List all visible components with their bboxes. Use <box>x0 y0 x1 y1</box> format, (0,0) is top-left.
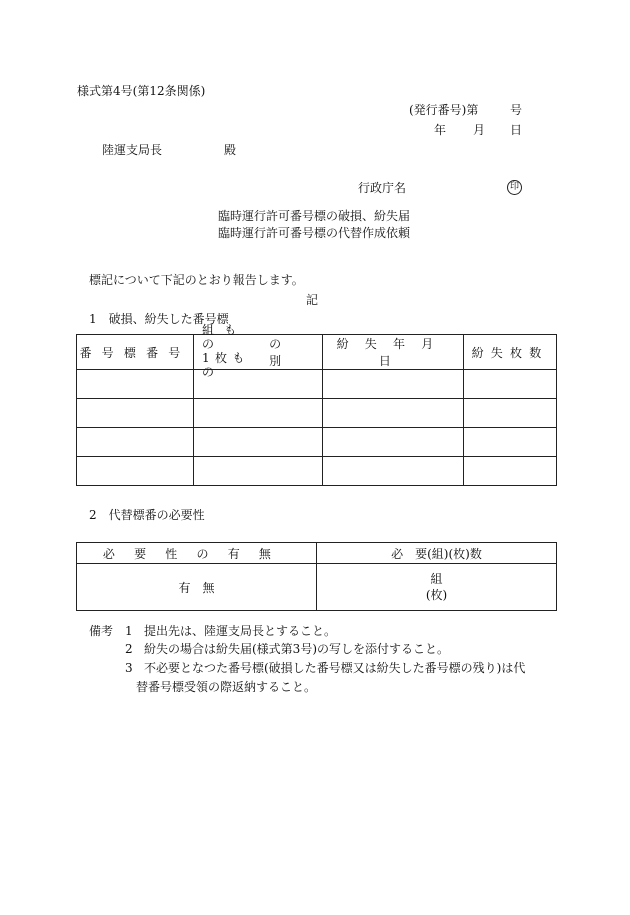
header-plate-number-label: 番号標番号 <box>79 345 191 360</box>
cell-need[interactable] <box>77 564 317 611</box>
header-lost-date <box>323 335 464 370</box>
note-2-number: 2 <box>125 642 133 656</box>
cell-type[interactable] <box>194 428 323 457</box>
cell-lost-date[interactable] <box>323 370 464 399</box>
cell-lost-count[interactable] <box>464 370 557 399</box>
note-3-number: 3 <box>125 661 133 675</box>
note-3-text-continued: 替番号標受領の際返納すること。 <box>136 680 317 694</box>
cell-lost-date[interactable] <box>323 399 464 428</box>
lost-plates-table <box>76 323 557 486</box>
unit-sheet: (枚) <box>425 588 448 602</box>
title-line-1: 臨時運行許可番号標の破損、紛失届 <box>218 209 411 223</box>
replacement-need-table <box>76 542 557 611</box>
note-1-text: 提出先は、陸運支局長とすること。 <box>144 624 337 638</box>
header-type-suffix: の別 <box>269 337 298 368</box>
need-value-row <box>77 564 557 611</box>
date-day: 日 <box>510 123 523 137</box>
header-lost-count <box>464 335 557 370</box>
cell-type[interactable] <box>194 457 323 486</box>
header-required-count-label: 必 要(組)(枚)数 <box>391 546 482 561</box>
issue-number-suffix: 号 <box>510 103 523 117</box>
header-type-line-1: 組もの <box>202 323 247 352</box>
date-month: 月 <box>473 123 486 137</box>
header-type-line-2: 1枚もの <box>202 351 250 379</box>
cell-plate-number[interactable] <box>77 399 194 428</box>
header-type <box>194 323 323 379</box>
table-row <box>77 399 557 428</box>
table-row <box>77 457 557 486</box>
section-1-heading: 1 破損、紛失した番号標 <box>89 312 229 326</box>
table-row <box>77 370 557 399</box>
cell-lost-date[interactable] <box>323 428 464 457</box>
form-number: 様式第4号(第12条関係) <box>77 84 206 98</box>
cell-plate-number[interactable] <box>77 428 194 457</box>
header-lost-date-label: 紛失年月日 <box>336 337 450 368</box>
section-2-heading: 2 代替標番の必要性 <box>89 508 205 522</box>
title-line-2: 臨時運行許可番号標の代替作成依頼 <box>218 226 411 240</box>
note-1-number: 1 <box>125 624 133 638</box>
honorific: 殿 <box>224 143 237 157</box>
table-header-row <box>77 335 557 370</box>
header-required-count <box>317 543 557 564</box>
cell-plate-number[interactable] <box>77 370 194 399</box>
unit-set: 組 <box>430 571 443 586</box>
cell-lost-count[interactable] <box>464 399 557 428</box>
seal-mark: 印 <box>507 180 522 195</box>
cell-lost-count[interactable] <box>464 428 557 457</box>
need-header-row <box>77 543 557 564</box>
intro-text: 標記について下記のとおり報告します。 <box>89 273 304 287</box>
cell-required-count[interactable] <box>317 564 557 611</box>
header-plate-number <box>77 335 194 370</box>
cell-lost-date[interactable] <box>323 457 464 486</box>
agency-name-label: 行政庁名 <box>358 181 407 195</box>
cell-plate-number[interactable] <box>77 457 194 486</box>
note-3-text: 不必要となつた番号標(破損した番号標又は紛失した番号標の残り)は代 <box>144 661 526 675</box>
header-lost-count-label: 紛失枚数 <box>471 345 549 360</box>
ki-marker: 記 <box>306 293 319 307</box>
cell-type[interactable] <box>194 399 323 428</box>
note-2-text: 紛失の場合は紛失届(様式第3号)の写しを添付すること。 <box>144 642 450 656</box>
header-need-label: 必要性の有無 <box>102 546 291 561</box>
notes-label: 備考 <box>89 624 114 638</box>
cell-lost-count[interactable] <box>464 457 557 486</box>
need-value: 有 無 <box>178 580 215 595</box>
header-need <box>77 543 317 564</box>
table-row <box>77 428 557 457</box>
date-year: 年 <box>434 123 447 137</box>
recipient: 陸運支局長 <box>102 143 163 157</box>
issue-number-label: (発行番号)第 <box>409 103 479 117</box>
